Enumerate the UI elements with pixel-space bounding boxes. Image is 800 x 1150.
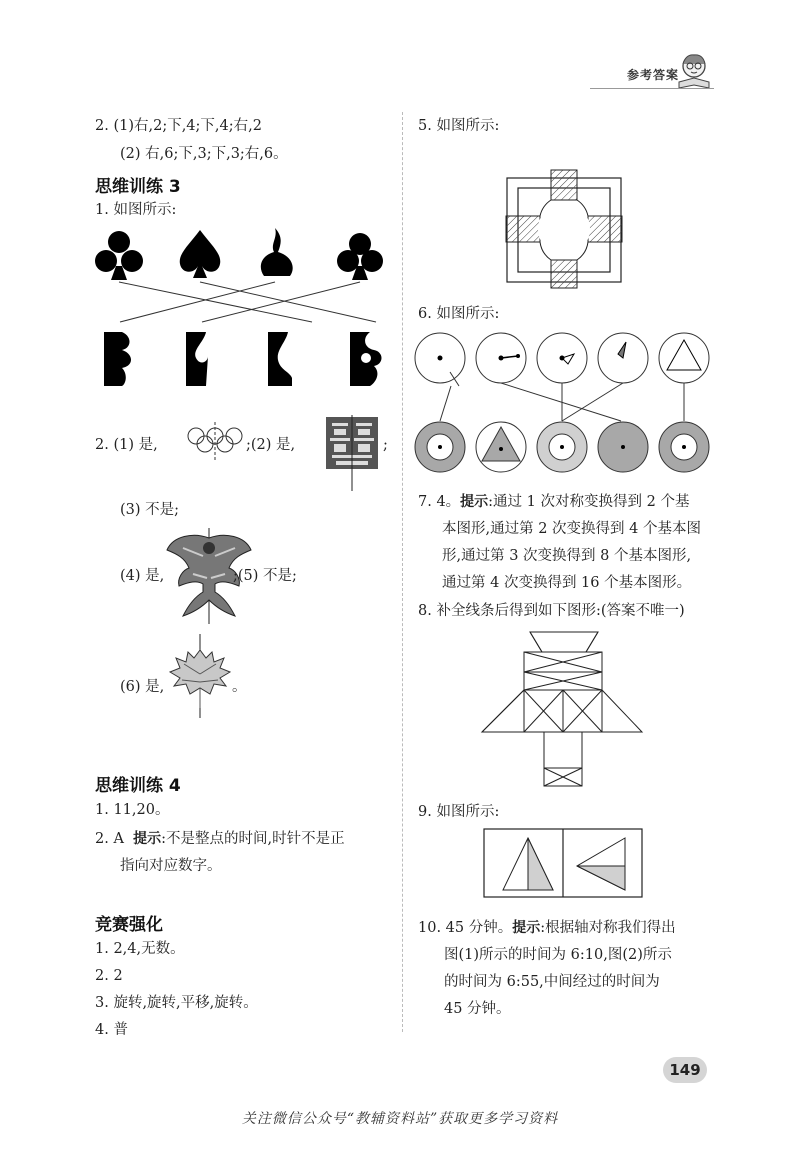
item-6-label: 6. 如图所示:: [418, 306, 500, 322]
prev-item-2-line1: 2. (1)右,2;下,4;下,4;右,2: [95, 118, 262, 134]
section-4-title: 思维训练 4: [95, 776, 181, 796]
section-4-item-2: [95, 829, 345, 849]
section-3-item-4-prefix: (4) 是,: [120, 568, 165, 584]
triangles-mirror-figure: [483, 828, 643, 898]
item-10-line1: [418, 918, 676, 938]
maple-leaf-icon: [164, 634, 236, 718]
reading-child-icon: [676, 52, 712, 90]
half-spade-icon: [186, 332, 208, 386]
header-rule: [590, 88, 714, 89]
section-3-item-1: 1. 如图所示:: [95, 202, 177, 218]
prev-item-2-line2: (2) 右,6;下,3;下,3;右,6。: [120, 146, 288, 162]
matching-figure: [92, 228, 392, 398]
item-7-line1: [418, 492, 689, 512]
section-3-item-2-prefix: 2. (1) 是,: [95, 437, 158, 453]
section-3-item-6-prefix: (6) 是,: [120, 679, 165, 695]
olympic-rings-icon: [186, 422, 244, 462]
circle-matching-figure: [414, 330, 714, 480]
clover-icon: [95, 231, 143, 280]
contest-item-4: 4. 普: [95, 1022, 128, 1038]
contest-item-3: 3. 旋转,旋转,平移,旋转。: [95, 995, 258, 1011]
item-9-label: 9. 如图所示:: [418, 804, 500, 820]
section-4-item-1: 1. 11,20。: [95, 802, 170, 818]
half-clover-icon: [104, 332, 131, 386]
spade-icon: [180, 230, 221, 278]
section-3-item-6-suffix: 。: [232, 679, 247, 695]
club-icon: [337, 233, 383, 280]
page-number: 149: [663, 1057, 707, 1083]
item-10-line3: 的时间为 6:55,中间经过的时间为: [444, 974, 660, 990]
item-10-line1-rest: :根据轴对称我们得出: [540, 920, 676, 936]
section-3-item-2-end: ;: [383, 437, 388, 453]
item-7-line2: 本图形,通过第 2 次变换得到 4 个基本图: [442, 521, 701, 537]
section-3-item-3: (3) 不是;: [120, 502, 180, 518]
cross-frame-figure: [506, 170, 626, 288]
footer-watermark: 关注微信公众号“教辅资料站”获取更多学习资料: [241, 1111, 559, 1127]
item-8-label: 8. 补全线条后得到如下图形:(答案不唯一): [418, 603, 685, 619]
item-7-line1-rest: :通过 1 次对称变换得到 2 个基: [488, 494, 690, 510]
item-7-line3: 形,通过第 3 次变换得到 8 个基本图形,: [442, 548, 692, 564]
header-label: 参考答案: [627, 68, 680, 82]
contest-title: 竞赛强化: [95, 915, 163, 935]
section-4-item-2-hint-label: 提示: [133, 831, 162, 847]
drop-icon: [261, 228, 293, 276]
robot-lines-figure: [482, 632, 644, 788]
section-4-item-2-hint-text: :不是整点的时间,时针不是正: [161, 831, 345, 847]
item-7-prefix: 7. 4。: [418, 494, 461, 510]
section-3-title: 思维训练 3: [95, 177, 181, 197]
section-3-item-4-suffix: ;(5) 不是;: [233, 568, 297, 584]
item-10-hint-label: 提示: [512, 920, 541, 936]
contest-item-1: 1. 2,4,无数。: [95, 941, 185, 957]
column-divider: [402, 112, 403, 1032]
contest-item-2: 2. 2: [95, 968, 123, 984]
double-happiness-icon: [322, 415, 382, 491]
item-10-line4: 45 分钟。: [444, 1001, 511, 1017]
section-4-item-2-line2: 指向对应数字。: [120, 858, 222, 874]
item-7-line4: 通过第 4 次变换得到 16 个基本图形。: [442, 575, 692, 591]
item-10-line2: 图(1)所示的时间为 6:10,图(2)所示: [444, 947, 672, 963]
item-10-prefix: 10. 45 分钟。: [418, 920, 513, 936]
item-7-hint-label: 提示: [460, 494, 489, 510]
section-3-item-2-mid: ;(2) 是,: [246, 437, 296, 453]
item-5-label: 5. 如图所示:: [418, 118, 500, 134]
half-drop-icon: [268, 332, 292, 386]
section-4-item-2-prefix: 2. A: [95, 831, 124, 847]
